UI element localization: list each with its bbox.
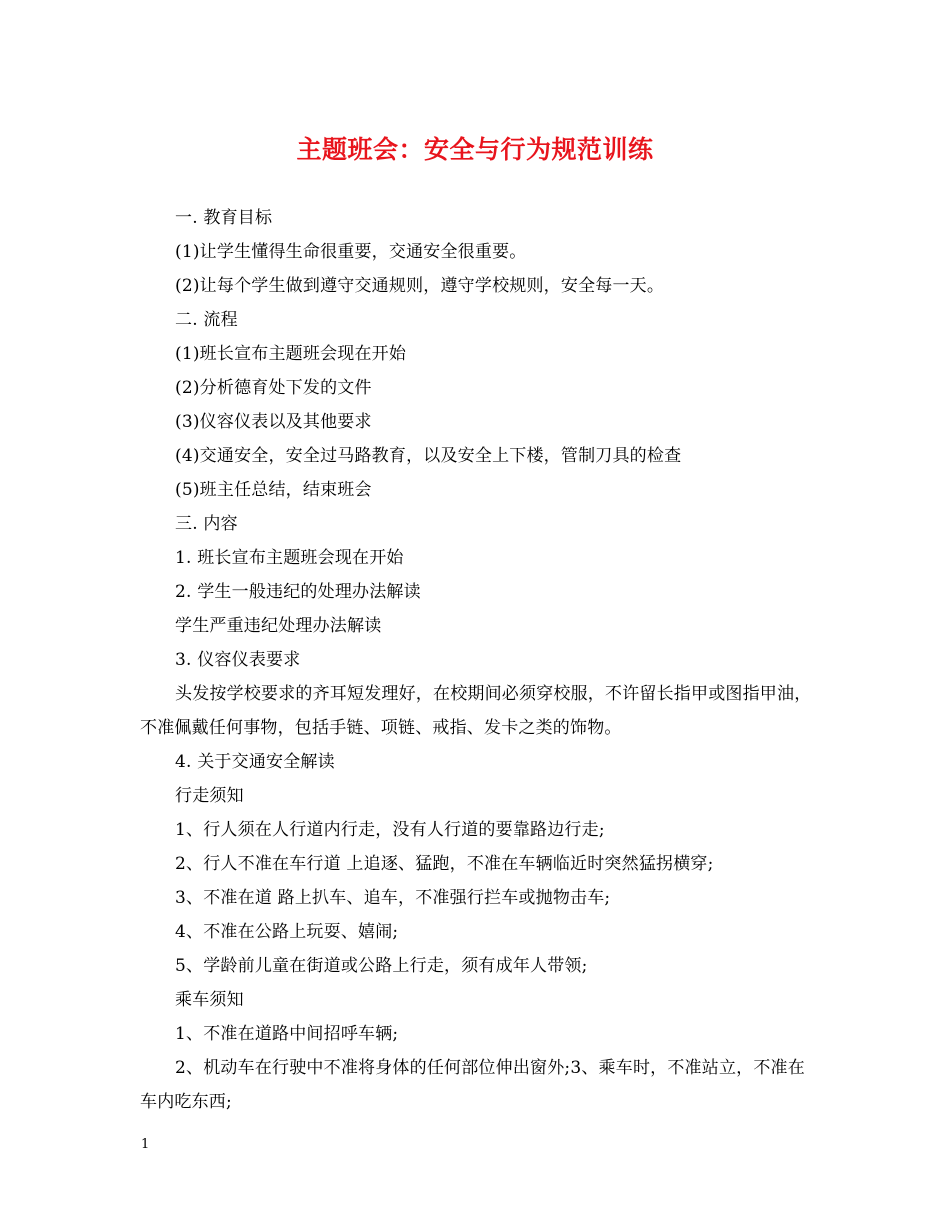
section-heading-goals: 一. 教育目标	[175, 208, 273, 228]
list-item: 2、行人不准在车行道 上追逐、猛跑，不准在车辆临近时突然猛拐横穿;	[175, 854, 714, 874]
list-item: 5、学龄前儿童在街道或公路上行走，须有成年人带领;	[175, 956, 588, 976]
paragraph: (2)让每个学生做到遵守交通规则，遵守学校规则，安全每一天。	[175, 276, 665, 296]
page-number: 1	[141, 1137, 150, 1152]
paragraph: 学生严重违纪处理办法解读	[175, 616, 382, 636]
paragraph: (4)交通安全，安全过马路教育，以及安全上下楼，管制刀具的检查	[175, 446, 682, 466]
paragraph: 4. 关于交通安全解读	[175, 752, 335, 772]
list-item: 1、行人须在人行道内行走，没有人行道的要靠路边行走;	[175, 820, 605, 840]
paragraph: (1)让学生懂得生命很重要，交通安全很重要。	[175, 242, 527, 262]
paragraph: (1)班长宣布主题班会现在开始	[175, 344, 407, 364]
paragraph: 3. 仪容仪表要求	[175, 650, 301, 670]
paragraph: (5)班主任总结，结束班会	[175, 480, 372, 500]
paragraph: (3)仪容仪表以及其他要求	[175, 412, 372, 432]
paragraph: 2. 学生一般违纪的处理办法解读	[175, 582, 421, 602]
document-title: 主题班会：安全与行为规范训练	[296, 135, 654, 164]
list-item: 4、不准在公路上玩耍、嬉闹;	[175, 922, 399, 942]
document-body	[140, 201, 816, 1119]
paragraph: (2)分析德育处下发的文件	[175, 378, 372, 398]
paragraph: 1. 班长宣布主题班会现在开始	[175, 548, 404, 568]
subheading-riding: 乘车须知	[175, 990, 244, 1010]
section-heading-process: 二. 流程	[175, 310, 238, 330]
list-item: 2、机动车在行驶中不准将身体的任何部位伸出窗外;3、乘车时，不准站立，不准在车内吃东西;	[140, 1058, 805, 1112]
section-heading-content: 三. 内容	[175, 514, 238, 534]
list-item: 3、不准在道 路上扒车、追车，不准强行拦车或抛物击车;	[175, 888, 611, 908]
list-item: 1、不准在道路中间招呼车辆;	[175, 1024, 399, 1044]
paragraph: 头发按学校要求的齐耳短发理好，在校期间必须穿校服，不许留长指甲或图指甲油，不准佩戴任何事物，包括手链、项链、戒指、发卡之类的饰物。	[140, 684, 812, 738]
subheading-walking: 行走须知	[175, 786, 244, 806]
